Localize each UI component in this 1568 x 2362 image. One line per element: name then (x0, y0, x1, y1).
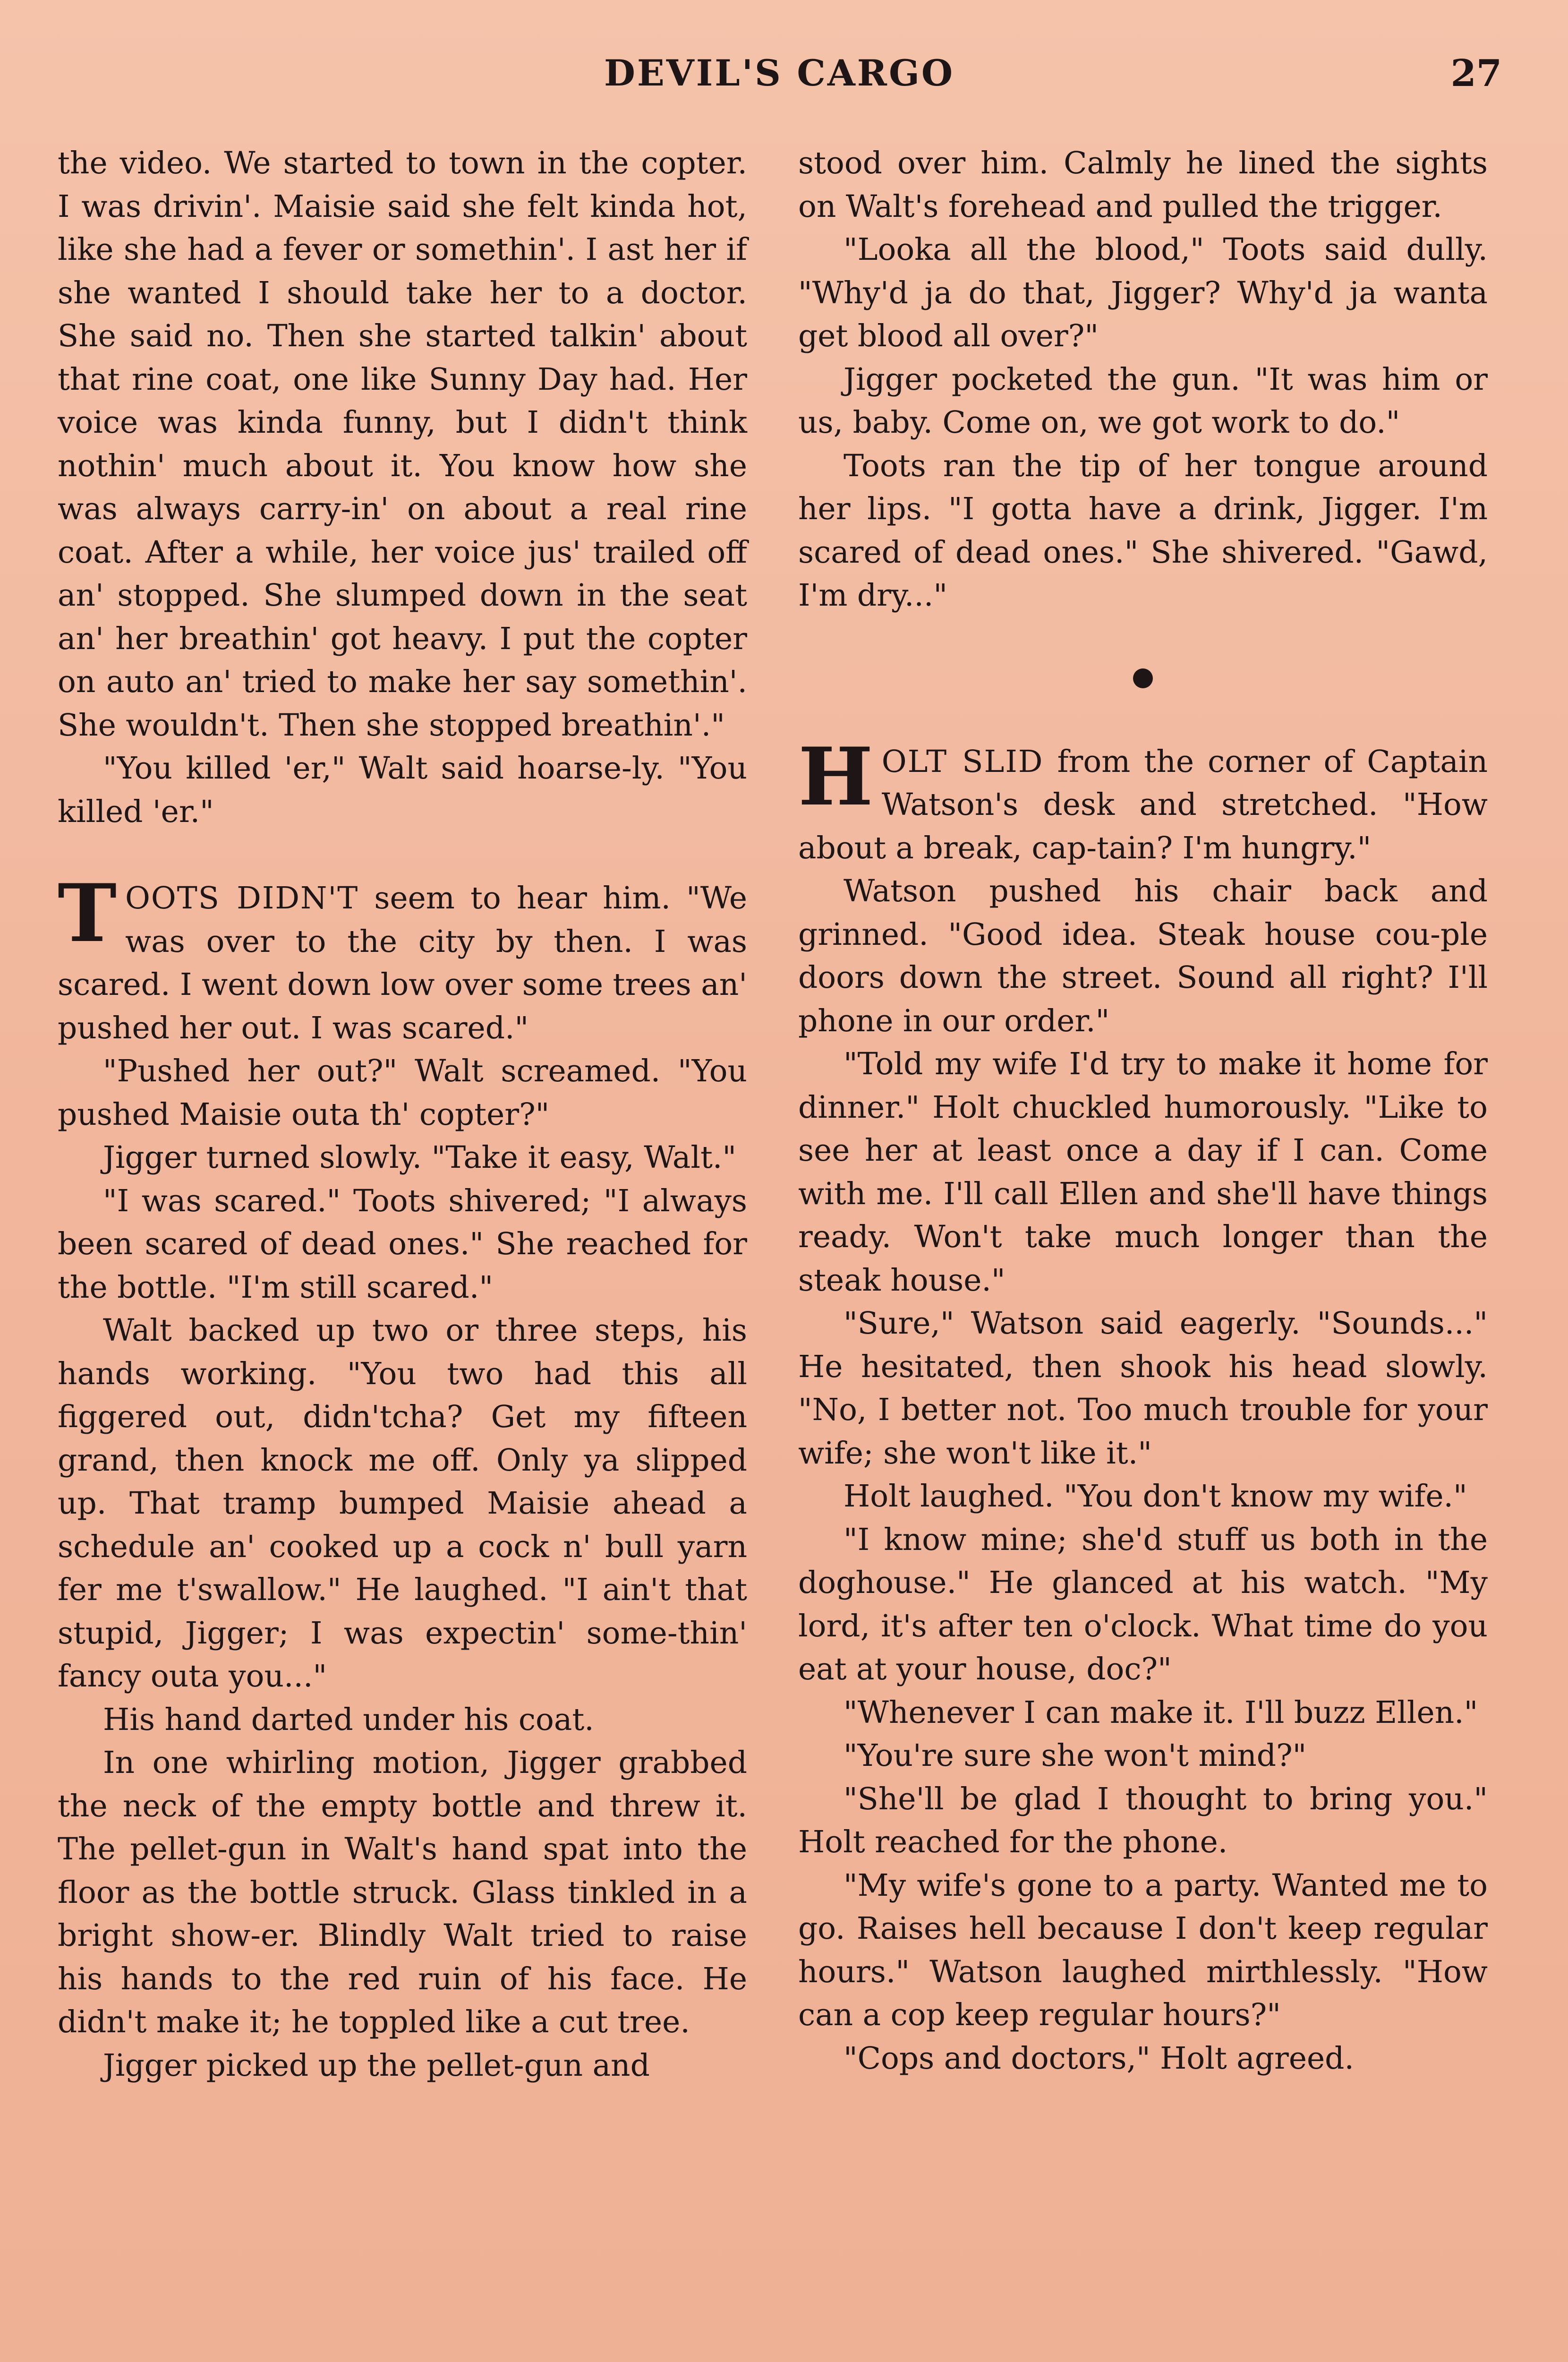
paragraph: Watson pushed his chair back and grinned. "Good idea. Steak house cou-ple doors down the street. Sound all right? I'll phone in our order." (798, 873, 1488, 1039)
section-opener-paragraph (798, 729, 1488, 870)
page-number: 27 (1450, 52, 1502, 95)
small-caps-lead: OOTS DIDN'T (125, 881, 359, 916)
paragraph-text: seem to hear him. "We was over to the city by then. I was scared. I went down low over some trees an' pushed her out. I was scared." (58, 881, 747, 1046)
paragraph: "Sure," Watson said eagerly. "Sounds..." He hesitated, then shook his head slowly. "No, I better not. Too much trouble for your wife; she won't like it." (798, 1306, 1488, 1471)
paragraph: Jigger pocketed the gun. "It was him or us, baby. Come on, we got work to do." (798, 361, 1488, 440)
paragraph: Jigger picked up the pellet-gun and (103, 2047, 650, 2083)
section-opener-paragraph (58, 866, 747, 1050)
section-break-bullet (1133, 668, 1153, 688)
paragraph: Jigger turned slowly. "Take it easy, Walt." (103, 1140, 737, 1175)
paragraph: "Cops and doctors," Holt agreed. (844, 2040, 1354, 2076)
paragraph: Toots ran the tip of her tongue around her lips. "I gotta have a drink, Jigger. I'm scared of dead ones." She shivered. "Gawd, I'm dry..." (798, 448, 1488, 613)
drop-cap: T (58, 866, 117, 960)
drop-cap: H (798, 729, 873, 823)
running-title: DEVIL'S CARGO (604, 52, 955, 94)
left-column (58, 142, 747, 2087)
page-header (57, 52, 1502, 104)
small-caps-lead: OLT SLID (881, 744, 1044, 779)
paragraph: "Whenever I can make it. I'll buzz Ellen." (844, 1694, 1478, 1730)
paragraph: "She'll be glad I thought to bring you." Holt reached for the phone. (798, 1781, 1488, 1860)
paragraph: "Pushed her out?" Walt screamed. "You pushed Maisie outa th' copter?" (58, 1053, 747, 1132)
paragraph: "You're sure she won't mind?" (844, 1738, 1307, 1773)
paragraph: "You killed 'er," Walt said hoarse-ly. "You killed 'er." (58, 751, 747, 830)
paragraph: "I was scared." Toots shivered; "I always been scared of dead ones." She reached for the bottle. "I'm still scared." (58, 1183, 747, 1305)
paragraph: the video. We started to town in the copter. I was drivin'. Maisie said she felt kinda hot, like she had a fever or somethin'. I ast her if she wanted I should take her to a doctor. She said no. Then she started talkin' about that rine coat, one like Sunny Day had. Her voice was kinda funny, but I didn't think nothin' much about it. You know how she was always carry-in' on about a real rine coat. After a while, her voice jus' trailed off an' stopped. She slumped down in the seat an' her breathin' got heavy. I put the copter on auto an' tried to make her say somethin'. She wouldn't. Then she stopped breathin'." (58, 145, 747, 743)
paragraph: "I know mine; she'd stuff us both in the doghouse." He glanced at his watch. "My lord, it's after ten o'clock. What time do you eat at your house, doc?" (798, 1522, 1488, 1687)
paragraph: stood over him. Calmly he lined the sights on Walt's forehead and pulled the trigger. (798, 145, 1488, 224)
right-column (798, 142, 1488, 2080)
paragraph: "Looka all the blood," Toots said dully. "Why'd ja do that, Jigger? Why'd ja wanta get blood all over?" (798, 232, 1488, 354)
paragraph: His hand darted under his coat. (103, 1702, 594, 1737)
paragraph: "Told my wife I'd try to make it home for dinner." Holt chuckled humorously. "Like to see her at least once a day if I can. Come with me. I'll call Ellen and she'll have things ready. Won't take much longer than the steak house." (798, 1046, 1488, 1298)
paragraph: In one whirling motion, Jigger grabbed the neck of the empty bottle and threw it. The pellet-gun in Walt's hand spat into the floor as the bottle struck. Glass tinkled in a bright show-er. Blindly Walt tried to raise his hands to the red ruin of his face. He didn't make it; he toppled like a cut tree. (58, 1745, 747, 2040)
paragraph: Holt laughed. "You don't know my wife." (844, 1479, 1467, 1514)
paragraph: "My wife's gone to a party. Wanted me to go. Raises hell because I don't keep regular hours." Watson laughed mirthlessly. "How can a cop keep regular hours?" (798, 1867, 1488, 2033)
paragraph: Walt backed up two or three steps, his hands working. "You two had this all figgered out, didn'tcha? Get my fifteen grand, then knock me off. Only ya slipped up. That tramp bumped Maisie ahead a schedule an' cooked up a cock n' bull yarn fer me t'swallow." He laughed. "I ain't that stupid, Jigger; I was expectin' some-thin' fancy outa you..." (58, 1313, 747, 1694)
paragraph-text: from the corner of Captain Watson's desk and stretched. "How about a break, cap-tain? I'm hungry." (798, 744, 1488, 866)
